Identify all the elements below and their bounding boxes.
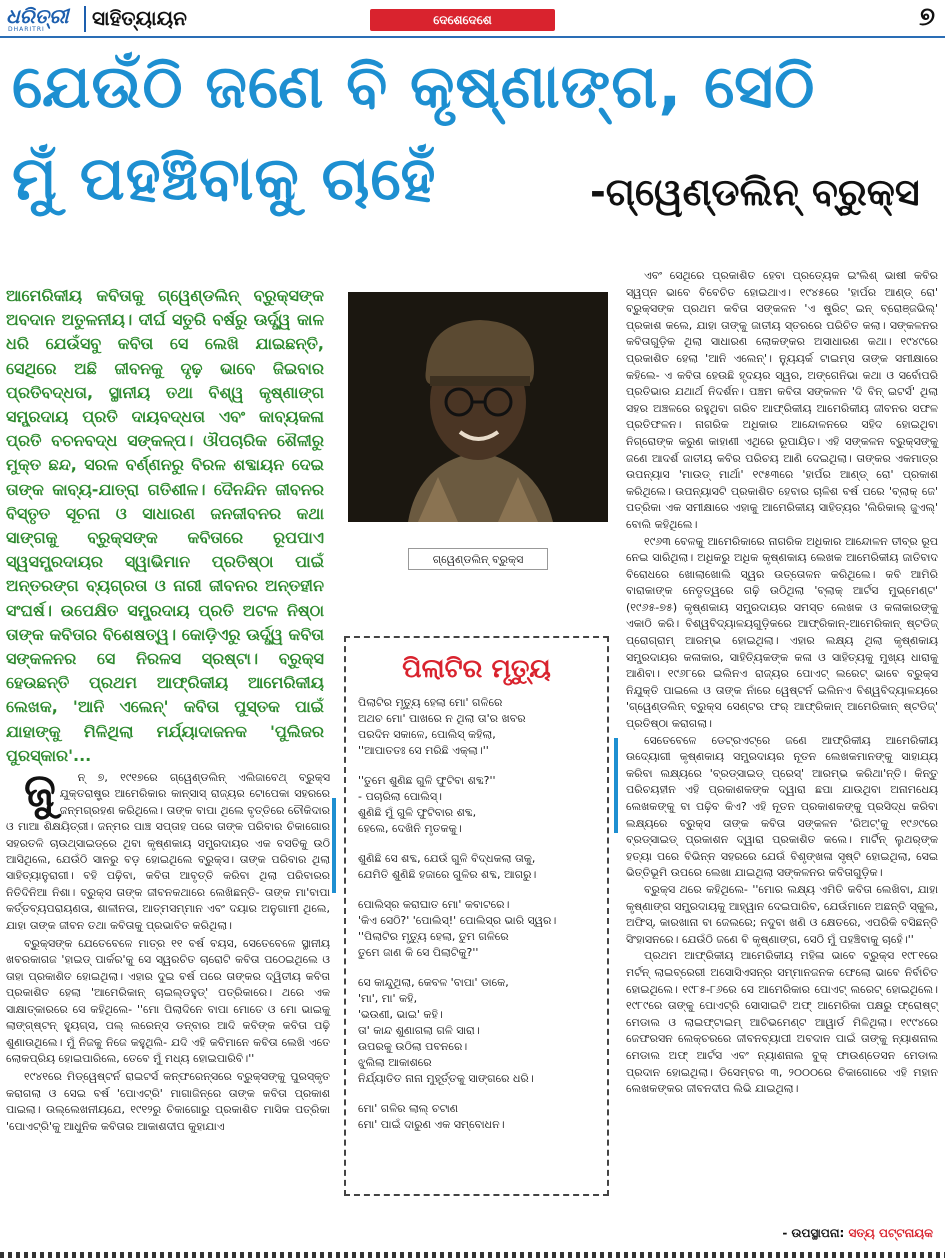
body-paragraph: ଏବଂ ସେଥିରେ ପ୍ରକାଶିତ ହେବା ପ୍ରତ୍ୟେକ ଇଂଲିଶ୍ ଭାଷୀ କବିର ସ୍ୱପ୍ନ ଭାବେ ବିବେଚିତ ହୋଇଥାଏ। ୧୯୪୫ରେ 'ହାର୍ପର ଆଣ୍ଡ୍ ରୋ' ବ୍ରୁକ୍ସଙ୍କ ପ୍ରଥମ କବିତା ସଙ୍କଳନ 'ଏ ଷ୍ଟ୍ରିଟ୍ ଇନ୍ ବ୍ରୋଞ୍ଜଭିଲ୍' ପ୍ରକାଶ କଲେ, ଯାହା ତାଙ୍କୁ ଜାତୀୟ ସ୍ତରରେ ପରିଚିତ କଲା। ସଙ୍କଳନର କବିତାଗୁଡ଼ିକ ଥିଲା ସାଧାରଣ ଲୋକଙ୍କର ଅସାଧାରଣ କଥା। ୧୯୪୯ରେ ପ୍ରକାଶିତ ହେଲା 'ଆନି ଏଲେନ୍'। ନ୍ୟୁୟର୍କ ଟାଇମ୍‌ସ ତାଙ୍କ ସମୀକ୍ଷାରେ କହିଲେ- ଏ କବିତା ହେଉଛି ହୃଦୟର ସ୍ୱର, ଅଙ୍ଗେନିଭା କଥା ଓ ସର୍ବୋପରି ପ୍ରତିଭାର ଯଥାର୍ଥ ନିଦର୍ଶନ। ପଞ୍ଚମ କବିତା ସଙ୍କଳନ 'ଦି ବିନ୍ ଇଟର୍ସ' ଥିଲା ସହର ଅଞ୍ଚଳରେ ରହୁଥିବା ଗରିବ ଆଫ୍ରିକୀୟ ଆମେରିକୀୟ ଜୀବନର ସଫଳ ପ୍ରତିଫଳନ। ନାଗରିକ ଅଧିକାର ଆନ୍ଦୋଳନରେ ସହିଦ ହୋଇଥିବା ନିଗ୍ରୋଙ୍କ କରୁଣ କାହାଣୀ ଏଥିରେ ରୂପାୟିତ। ଏହି ସଙ୍କଳନ ବ୍ରୁକ୍ସଙ୍କୁ ଜଣେ ଆଦର୍ଶ ଜାତୀୟ କବିର ପରିଚୟ ଆଣି ଦେଇଥିଲା। ତାଙ୍କର ଏକମାତ୍ର ଉପନ୍ୟାସ 'ମାଉଡ୍ ମାର୍ଥା' ୧୯୫୩ରେ 'ହାର୍ପର ଆଣ୍ଡ୍ ରୋ' ପ୍ରକାଶ କରିଥିଲେ। ଉପନ୍ୟାସଟି ପ୍ରକାଶିତ ହେବାର ଚାଳିଶ ବର୍ଷ ପରେ 'ବ୍ଲାକ୍ ଜେ' ପତ୍ରିକା ଏକ ସମୀକ୍ଷାରେ ଏହାକୁ ଆମେରିକୀୟ ସାହିତ୍ୟର 'ଲିରିକାଲ୍ ଜୁଏଲ୍' ବୋଲି କହିଥିଲେ।	[626, 269, 938, 531]
accent-bar-left	[332, 798, 336, 893]
newspaper-logo	[6, 4, 80, 32]
drop-cap: ଜୁ	[24, 763, 56, 817]
body-paragraph	[6, 763, 330, 934]
credit-label: - ଉପସ୍ଥାପନା:	[782, 1226, 845, 1240]
credit-name: ସତ୍ୟ ପଟ୍ଟନାୟକ	[848, 1226, 933, 1240]
footer-rule	[0, 1252, 945, 1258]
body-paragraph: ୧୯୬୩ ବେଳକୁ ଆମେରିକାରେ ନାଗରିକ ଅଧିକାର ଆନ୍ଦୋଳନ ତୀବ୍ର ରୂପ ନେଇ ସାରିଥିଲା। ଅଧିକରୁ ଅଧିକ କୃଷ୍ଣକାୟ ଲେଖକ ଆମେରିକୀୟ ଜାତିବାଦ ବିରୋଧରେ ଖୋଲାଖୋଲି ସ୍ୱର ଉତ୍ତୋଳନ କରିଥିଲେ। କବି ଆମିରି ବାରାକାଙ୍କ ନେତୃତ୍ୱରେ ଗଢ଼ି ଉଠିଥିଲା 'ବ୍ଲାକ୍ ଆର୍ଟସ ମୁଭ୍‌ମେଣ୍ଟ' (୧୯୬୫-୭୫) କୃଷ୍ଣକାୟ ସମ୍ପ୍ରଦାୟର ସମସ୍ତ ଲେଖକ ଓ କଳାକାରଙ୍କୁ ଏକାଠି କରି। ବିଶ୍ୱବିଦ୍ୟାଳୟଗୁଡ଼ିକରେ ଆଫ୍ରିକାନ୍-ଆମେରିକାନ୍ ଷ୍ଟଡିଜ୍ ପ୍ରୋଗ୍ରାମ୍ ଆରମ୍ଭ ହୋଇଥିଲା। ଏହାର ଲକ୍ଷ୍ୟ ଥିଲା କୃଷ୍ଣକାୟ ସମ୍ପ୍ରଦାୟର କଳାକାର, ସାହିତ୍ୟିକଙ୍କ କଳା ଓ ସାହିତ୍ୟକୁ ମୁଖ୍ୟ ଧାରାକୁ ଆଣିବା। ୧୯୬୮ରେ ଇଲିନଏ ରାଜ୍ୟର ପୋଏଟ୍ ଲରେଟ୍ ଭାବେ ବ୍ରୁକ୍ସ ନିଯୁକ୍ତି ପାଇଲେ ଓ ତାଙ୍କ ନାଁରେ ୱେଷ୍ଟର୍ନ ଇଲିନଏ ବିଶ୍ୱବିଦ୍ୟାଳୟରେ 'ଗ୍ୱେଣ୍ଡଲିନ୍ ବ୍ରୁକ୍ସ ସେଣ୍ଟର ଫର୍ ଆଫ୍ରିକାନ୍ ଆମେରିକାନ୍ ଷ୍ଟଡିଜ୍' ପ୍ରତିଷ୍ଠା କରାଗଲା।	[626, 534, 938, 731]
right-column-body	[626, 268, 938, 1098]
logo-text: ଧରିତ୍ରୀ	[6, 4, 69, 28]
masthead-divider	[84, 6, 86, 32]
section-title: ସାହିତ୍ୟାୟନ	[92, 6, 187, 30]
body-paragraph: ପ୍ରଥମ ଆଫ୍ରିକୀୟ ଆମେରିକୀୟ ମହିଳା ଭାବେ ବ୍ରୁକ୍ସ ୧୯୮୧ରେ ମର୍ଟନ୍ ଲାଇବ୍ରେରୀ ଅସୋସିଏସନ୍‌ର ସମ୍ମାନଜନକ ଫେଲୋ ଭାବେ ନିର୍ବାଚିତ ହୋଇଥିଲେ। ୧୯୮୫-୮୬ରେ ସେ ଆମେରିକାର ପୋଏଟ୍ ଲରେଟ୍ ହୋଇଥିଲେ। ୧୯୮୯ରେ ତାଙ୍କୁ ପୋଏଟ୍ରି ସୋସାଇଟି ଅଫ୍ ଆମେରିକା ପକ୍ଷରୁ ଫ୍ରୋଷ୍ଟ୍ ମେଡାଲ ଓ ଲାଇଫ୍‌ଟାଇମ୍ ଆଚିଭମେଣ୍ଟ ଆୱାର୍ଡ ମିଳିଥିଲା। ୧୯୯୪ରେ ଜେଫରସନ ଲେକ୍ଚରରେ ଜୀବନବ୍ୟାପୀ ଅବଦାନ ପାଇଁ ତାଙ୍କୁ ନ୍ୟାଶନାଲ ମେଡାଲ ଅଫ୍ ଆର୍ଟସ ଏବଂ ନ୍ୟାଶନାଲ ବୁକ୍ ଫାଉଣ୍ଡେସନ ମେଡାଲ ପ୍ରଦାନ ହୋଇଥିଲା। ଡିସେମ୍ବର ୩, ୨୦୦୦ରେ ଚିକାଗୋରେ ଏହି ମହାନ ଲେଖକଙ୍କର ଜୀବନଦୀପ ଲିଭି ଯାଇଥିଲା।	[626, 949, 938, 1096]
body-paragraph: ୧୯୪୧ରେ ମିଡ୍‌ୱେଷ୍ଟର୍ନ ରାଇଟର୍ସ କନ୍‌ଫରେନ୍ସରେ ବ୍ରୁକ୍ସଙ୍କୁ ପୁରସ୍କୃତ କରାଗଲା ଓ ସେଇ ବର୍ଷ 'ପୋଏଟ୍ରି' ମାଗାଜିନ୍‌ରେ ତାଙ୍କ କବିତା ପ୍ରକାଶ ପାଇଲା। ଉଲ୍ଲେଖନୀୟଯେ, ୧୯୧୨ରୁ ଚିକାଗୋରୁ ପ୍ରକାଶିତ ମାସିକ ପତ୍ରିକା 'ପୋଏଟ୍ରି'କୁ ଆଧୁନିକ କବିତାର ଆକାଶଦୀପ କୁହାଯାଏ	[6, 1070, 330, 1133]
poem-stanza: ସେ କାନ୍ଦୁଥିଲା, କେବଳ 'ବାପା' ଡାକେ, 'ମା', ମା' କହି, 'ଭଉଣୀ, ଭାଇ' କହି। ତା' କାନ୍ଦ ଶୁଣାଗଲା ଗଳି ସାରା। ଉପରକୁ ଉଠିଲା ପବନରେ। ଝୁଲିଲା ଆକାଶରେ ନିର୍ଯ୍ୟାତିତ ନାନା ମୁହୂର୍ତ୍ତକୁ ସାଙ୍ଗରେ ଧରି।	[358, 976, 534, 1085]
lead-paragraph: ଆମେରିକୀୟ କବିତାକୁ ଗ୍ୱେଣ୍ଡଲିନ୍ ବ୍ରୁକ୍ସଙ୍କ ଅବଦାନ ଅତୁଳନୀୟ। ଦୀର୍ଘ ସତୁରି ବର୍ଷରୁ ଊର୍ଦ୍ଧ୍ୱ କାଳ ଧରି ଯେଉଁସବୁ କବିତା ସେ ଲେଖି ଯାଇଛନ୍ତି, ସେଥିରେ ଅଛି ଜୀବନକୁ ଦୃଢ଼ ଭାବେ ଜିଇବାର ପ୍ରତିବଦ୍ଧତା, ସ୍ଥାନୀୟ ତଥା ବିଶ୍ୱ କୃଷ୍ଣାଙ୍ଗ ସମ୍ପ୍ରଦାୟ ପ୍ରତି ଦାୟବଦ୍ଧତା ଏବଂ କାବ୍ୟକଳା ପ୍ରତି ବଚନବଦ୍ଧ ସଙ୍କଳ୍ପ। ଔପଚାରିକ ଶୈଳୀରୁ ମୁକ୍ତ ଛନ୍ଦ, ସରଳ ବର୍ଣ୍ଣନରୁ ବିରଳ ଶବ୍ଦାୟନ ଦେଇ ତାଙ୍କ କାବ୍ୟ-ଯାତ୍ରା ଗତିଶୀଳ। ଦୈନନ୍ଦିନ ଜୀବନର ବିସ୍ତୃତ ସୂଚନା ଓ ସାଧାରଣ ଜନଜୀବନର କଥା ସାଙ୍ଗକୁ ବ୍ରୁକ୍ସଙ୍କ କବିତାରେ ରୂପପାଏ ସ୍ୱସମ୍ପ୍ରଦାୟର ସ୍ୱାଭିମାନ ପ୍ରତିଷ୍ଠା ପାଇଁ ଅନ୍ତରଙ୍ଗ ବ୍ୟଗ୍ରତା ଓ ନାରୀ ଜୀବନର ଅନ୍ତହୀନ ସଂଘର୍ଷ। ଉପେକ୍ଷିତ ସମ୍ପ୍ରଦାୟ ପ୍ରତି ଅଟଳ ନିଷ୍ଠା ତାଙ୍କ କବିତାର ବିଶେଷତ୍ୱ। କୋଡ଼ିଏରୁ ଊର୍ଦ୍ଧ୍ୱ କବିତା ସଙ୍କଳନର ସେ ନିରଳସ ସ୍ରଷ୍ଟା। ବ୍ରୁକ୍ସ ହେଉଛନ୍ତି ପ୍ରଥମ ଆଫ୍ରିକୀୟ ଆମେରିକୀୟ ଲେଖକ, 'ଆନି ଏଲେନ୍' କବିତା ପୁସ୍ତକ ପାଇଁ ଯାହାଙ୍କୁ ମିଳିଥିଲା ମର୍ଯ୍ୟାଦାଜନକ 'ପୁଲିଜର ପୁରସ୍କାର'...	[6, 286, 324, 765]
poem-stanza: ଶୁଣିଛି ସେ ଶବ୍ଦ, ଯେଉଁ ଗୁଳି ବିଦ୍ଧକଲା ତାକୁ, ଯେମିତି ଶୁଣିଛି ହଜାରେ ଗୁଳିର ଶବ୍ଦ, ଆଗରୁ।	[358, 852, 537, 881]
headline	[0, 52, 945, 252]
masthead	[0, 0, 945, 38]
logo-subtext: DHARITRI	[8, 26, 45, 33]
article-credit	[782, 1226, 933, 1241]
body-paragraph: ସେତେବେଳେ ଡେଟ୍ରଏଟ୍‌ରେ ଜଣେ ଆଫ୍ରିକୀୟ ଆମେରିକୀୟ ଉଦ୍ୟୋଗୀ କୃଷ୍ଣକାୟ ସମ୍ପ୍ରଦାୟର ନୂତନ ଲେଖକମାନଙ୍କୁ ସାହାଯ୍ୟ କରିବା ଲକ୍ଷ୍ୟରେ 'ବ୍ରଡ୍‌ସାଇଡ୍ ପ୍ରେସ୍' ଆରମ୍ଭ କରିଥା'ନ୍ତି। କିନ୍ତୁ ପରିଚୟହୀନ ଏହି ପ୍ରକାଶକଙ୍କ ଦ୍ୱାରା ଛପା ଯାଉଥିବା ଅନାମଧେୟ ଲେଖକଙ୍କୁ ବା ପଢ଼ିବ କିଏ? ଏହି ନୂତନ ପ୍ରକାଶକଙ୍କୁ ପ୍ରସିଦ୍ଧ କରିବା ଲକ୍ଷ୍ୟରେ ବ୍ରୁକ୍ସ ତାଙ୍କ କବିତା ସଙ୍କଳନ 'ରିଅଟ୍'କୁ ୧୯୬୯ରେ ବ୍ରଡ୍‌ସାଇଡ୍ ପ୍ରକାଶନ ଦ୍ୱାରା ପ୍ରକାଶିତ କଲେ। ମାର୍ଟିନ୍ ଲୁଥର୍‌ଙ୍କ ହତ୍ୟା ପରେ ବିଭିନ୍ନ ସହରରେ ଯେଉଁ ବିଶୃଙ୍ଖଳା ସୃଷ୍ଟି ହୋଇଥିଲା, ସେଇ ଭିତ୍ତିଭୂମି ଉପରେ ଲେଖା ଯାଇଥିଲା ସଙ୍କଳନର କବିତାଗୁଡ଼ିକ।	[626, 733, 938, 880]
body-paragraph-text: ନ୍ ୭, ୧୯୧୭ରେ ଗ୍ୱେଣ୍ଡଲିନ୍ ଏଲିଜାବେଥ୍ ବ୍ରୁକ୍ସ ଯୁକ୍ତରାଷ୍ଟ୍ର ଆମେରିକାର କାନ୍‌ସାସ୍ ରାଜ୍ୟର ଟୋପେକା ସହରରେ ଜନ୍ମଗ୍ରହଣ କରିଥିଲେ। ତାଙ୍କ ବାପା ଥିଲେ ବୃତ୍ତିରେ ଚୌକିଦାର ଓ ମାଆ ଶିକ୍ଷୟିତ୍ରୀ। ଜନ୍ମର ପାଞ୍ଚ ସପ୍ତାହ ପରେ ତାଙ୍କ ପରିବାର ଚିକାଗୋର ସହରତଳି ଚାଉଥ୍‌ସାଇଡ୍‌ରେ ଥିବା କୃଷ୍ଣକାୟ ସମ୍ପ୍ରଦାୟର ଏକ ବସତିକୁ ଉଠି ଆସିଥିଲେ, ଯେଉଁଠି ସାନରୁ ବଡ଼ ହୋଇଥିଲେ ବ୍ରୁକ୍ସ। ତାଙ୍କ ପରିବାର ଥିଲା ସାହିତ୍ୟାନୁରାଗୀ। ବହି ପଢ଼ିବା, କବିତା ଆବୃତ୍ତି କରିବା ଥିଲା ପରିବାରର ନିତିଦିନିଆ ନିଶା। ବ୍ରୁକ୍ସ ତାଙ୍କ ଜୀବନକଥାରେ ଲେଖିଛନ୍ତି- ତାଙ୍କ ମା'ବାପା କର୍ତ୍ତବ୍ୟପରାୟଣତା, ଶାଳୀନତା, ଆତ୍ମସମ୍ମାନ ଏବଂ ଦୟାର ଅନୁଗାମୀ ଥିଲେ, ଯାହା ତାଙ୍କ ଜୀବନ ତଥା କବିତାକୁ ପ୍ରଭାବିତ କରିଥିଲା।	[6, 771, 330, 932]
section-tag: ଦେଶେଦେଶେ	[370, 9, 555, 31]
left-column-body	[6, 763, 330, 1137]
headline-line-1: ଯେଉଁଠି ଜଣେ ବି କୃଷ୍ଣାଙ୍ଗ, ସେଠି	[12, 52, 816, 122]
poem-stanza: ପୋଲିସ୍‌ର କରାଘାତ ମୋ' କବାଟରେ। 'କିଏ ସେଠି?' 'ପୋଲିସ୍!' ପୋଲିସ୍‌ର ଭାରି ସ୍ୱର। ''ପିଲାଟିର ମୃତ୍ୟୁ ହେଲା, ତୁମ ଗଳିରେ ତୁମେ ଜାଣ କି ସେ ପିଲାଟିକୁ?''	[358, 898, 557, 959]
poem-box	[344, 636, 609, 1196]
headline-attribution: -ଗ୍ୱେଣ୍ଡଲିନ୍ ବ୍ରୁକ୍ସ	[590, 170, 920, 214]
portrait-illustration	[348, 292, 608, 522]
author-photo-frame	[334, 280, 622, 570]
poem-stanza: ''ତୁମେ ଶୁଣିଛ ଗୁଳି ଫୁଟିବା ଶବ୍ଦ?'' - ପଚାରିଲା ପୋଲିସ୍। ଶୁଣିଛି ମୁଁ ଗୁଳି ଫୁଟିବାର ଶବ୍ଦ, ହେଲେ, ଦେଖିନି ମୃତକକୁ।	[358, 774, 496, 835]
author-photo	[348, 292, 608, 522]
body-paragraph: ବ୍ରୁକ୍ସ ଥରେ କହିଥିଲେ- ''ମୋର ଲକ୍ଷ୍ୟ ଏମିତି କବିତା ଲେଖିବା, ଯାହା କୃଷ୍ଣାଙ୍ଗ ସମ୍ପ୍ରଦାୟକୁ ଆହ୍ୱାନ ଦେଇପାରିବ, ଯେଉଁମାନେ ଅଛନ୍ତି ସ୍କୁଲ, ଅଫିସ୍, କାରଖାନା ବା ଜେଲରେ; ନଦୁବା ଖଣି ଓ କ୍ଷେତରେ, ଏପରିକି ବସିଛନ୍ତି ସିଂହାସନରେ। ଯେଉଁଠି ଜଣେ ବି କୃଷ୍ଣାଙ୍ଗ, ସେଠି ମୁଁ ପହଞ୍ଚିବାକୁ ଚାହେଁ।''	[626, 882, 938, 946]
body-paragraph: ବ୍ରୁକ୍ସଙ୍କ ଯେତେବେଳେ ମାତ୍ର ୧୧ ବର୍ଷ ବୟସ, ସେତେବେଳେ ସ୍ଥାନୀୟ ଖବରକାଗଜ 'ହାଇଡ୍ ପାର୍କର'କୁ ସେ ସ୍ୱରଚିତ ଚାରୋଟି କବିତା ପଠେଇଥିଲେ ଓ ତାହା ପ୍ରକାଶିତ ହୋଇଥିଲା। ଏହାର ଦୁଇ ବର୍ଷ ପରେ ତାଙ୍କର ଦ୍ୱିତୀୟ କବିତା ପ୍ରକାଶିତ ହେଲା 'ଆମେରିକାନ୍ ଚାଇଲ୍ଡହୁଡ୍' ପତ୍ରିକାରେ। ଥରେ ଏକ ସାକ୍ଷାତ୍କାରରେ ସେ କହିଥିଲେ- ''ମୋ ପିଲାଦିନେ ବାପା ମୋତେ ଓ ମୋ ଭାଇକୁ ଲାଙ୍ଗ୍‌ଷ୍ଟନ୍ ହ୍ୟୁଗ୍‌ସ, ପଲ୍ ଲରେନ୍ସ ଡନ୍‌ବାର ଆଦି କବିଙ୍କ କବିତା ପଢ଼ି ଶୁଣାଉଥିଲେ। ମୁଁ ନିଜକୁ ନିଜେ କହୁଥିଲି- ଯଦି ଏହି କବିମାନେ କବିତା ଲେଖି ଏତେ ଲୋକପ୍ରିୟ ହୋଇପାରିଲେ, ତେବେ ମୁଁ ମଧ୍ୟ ହୋଇପାରିବି।''	[6, 937, 330, 1065]
poem-title: ପିଲାଟିର ମୃତ୍ୟୁ	[402, 654, 551, 684]
page-number: ୭	[919, 2, 935, 32]
photo-caption: ଗ୍ୱେଣ୍ଡଲିନ୍ ବ୍ରୁକ୍ସ	[408, 548, 548, 570]
headline-line-2: ମୁଁ ପହଞ୍ଚିବାକୁ ଚାହେଁ	[12, 144, 437, 214]
poem-stanza: ପିଲାଟିର ମୃତ୍ୟୁ ହେଲା ମୋ' ଗଳିରେ ଅଥଚ ମୋ' ପାଖରେ ନ ଥିଲା ତା'ର ଖବର ପରଦିନ ସକାଳେ, ପୋଲିସ୍ କହିଲା, ''ଆପାତତଃ ସେ ମରିଛି ଏକ୍ଲା।''	[358, 696, 526, 757]
accent-bar-right	[614, 738, 618, 833]
poem-stanza: ମୋ' ଗଳିର ଲାଲ୍ ଚଟାଣ ମୋ' ପାଇଁ ଦାରୁଣ ଏକ ସମ୍ବୋଧନ।	[358, 1102, 505, 1131]
